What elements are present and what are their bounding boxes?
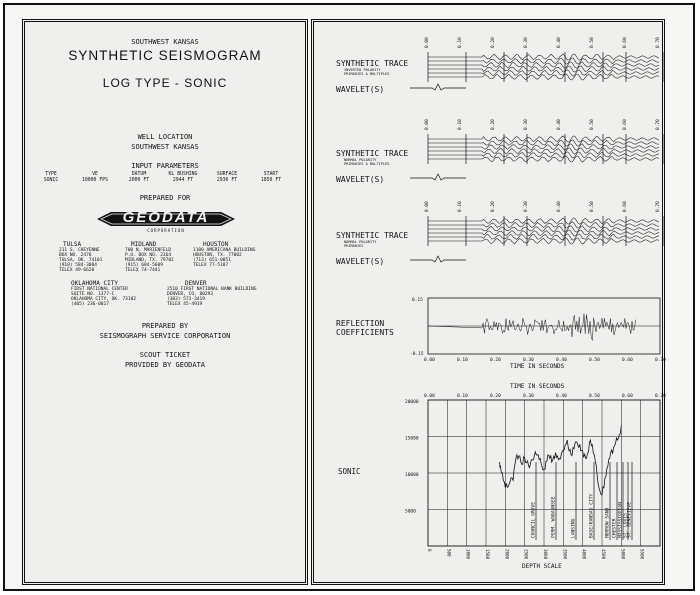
trace-content: PRIMARIES & MULTIPLES [344,162,390,166]
trace-polarity: NORMAL POLARITY [344,240,377,244]
sonic-time-tick: 0.30 [523,394,534,399]
formation-top-label: LANSING [571,518,577,538]
wavelet-glyph [410,256,466,262]
reflection-x-tick: 0.40 [556,358,567,363]
office-address-line: TELEX 45-4919 [167,302,203,307]
time-tick-label: 0.00 [425,119,430,130]
sonic-y-tick: 20000 [405,400,419,405]
sonic-time-tick: 0.00 [424,394,435,399]
office-address-line: FIRST NATIONAL CENTER [71,287,128,292]
office-address-line: 2510 FIRST NATIONAL BANK BUILDING [167,287,257,292]
time-tick-label: 0.30 [524,119,529,130]
wavelet-label: WAVELET(S) [336,85,385,94]
reflection-y-tick: -0.15 [410,352,424,357]
formation-top-label: ST. LOUIS [623,513,629,538]
formation-top-label: BASE/KANSAS CITY [589,493,595,538]
well-location-heading: WELL LOCATION [137,133,193,141]
depth-tick-label: 5500 [639,549,645,560]
office-address-line: 211 S. CHEYENNE [59,248,100,253]
input-parameters-heading: INPUT PARAMETERS [131,162,199,170]
formation-top-label: MISSISSIPPIAN [618,502,624,538]
time-tick-label: 0.70 [656,37,661,48]
office-address-line: (918) 584-3084 [59,263,97,268]
time-tick-label: 0.10 [458,119,463,130]
region: SOUTHWEST KANSAS [131,38,199,46]
time-tick-label: 0.00 [425,37,430,48]
param-value: 2000 FT [128,178,150,183]
depth-tick-label: 2500 [523,549,529,560]
prepared-by: SEISMOGRAPH SERVICE CORPORATION [99,332,231,340]
office-address-line: TELEX 49-6620 [59,268,95,273]
prepared-for-heading: PREPARED FOR [139,194,191,202]
time-tick-label: 0.50 [590,37,595,48]
synthetic-trace-line [428,74,659,80]
depth-tick-label: 500 [446,549,452,557]
sonic-y-tick: 5000 [405,509,416,515]
time-tick-label: 0.00 [425,201,430,212]
reflection-x-tick: 0.70 [655,358,666,363]
well-location: SOUTHWEST KANSAS [131,143,199,151]
document-title: SYNTHETIC SEISMOGRAM [68,48,262,63]
sonic-time-axis-label: TIME IN SECONDS [510,383,565,390]
sonic-log-series [500,426,622,495]
trace-label: SYNTHETIC TRACE [336,149,409,158]
time-tick-label: 0.70 [656,201,661,212]
office-city: OKLAHOMA CITY [71,280,118,287]
formation-top-label: PERM. WABAUNSEE [551,496,557,538]
reflection-x-tick: 0.50 [589,358,600,363]
office-address-line: OKLAHOMA CITY, OK. 73102 [71,297,137,302]
sonic-time-tick: 0.40 [556,394,567,399]
param-value: 2944 FT [172,178,194,183]
synthetic-trace-line [428,222,659,228]
provided-by: PROVIDED BY GEODATA [124,361,206,369]
trace-content: PRIMARIES [344,244,364,248]
wavelet-glyph [410,84,466,90]
sonic-time-tick: 0.70 [655,394,666,399]
synthetic-trace-line [428,156,659,162]
office-address-line: (915) 684-5609 [125,263,163,268]
reflection-y-tick: 0.15 [412,298,423,303]
param-value: 1850 FT [260,178,282,183]
trace-content: PRIMARIES & MULTIPLES [344,72,390,76]
param-value: 10000 FPS [82,178,108,183]
time-tick-label: 0.30 [524,201,529,212]
office-address-line: P.O. BOX NO. 2364 [125,253,172,258]
time-tick-label: 0.20 [491,37,496,48]
reflection-x-axis-label: TIME IN SECONDS [510,363,565,370]
synthetic-trace-line [428,140,659,146]
document-frame [3,3,695,591]
reflection-x-tick: 0.00 [424,358,435,363]
synthetic-trace-line [428,54,659,60]
sonic-time-tick: 0.60 [622,394,633,399]
office-address-line: SUITE NO. 1377-C [71,292,115,297]
trace-label: SYNTHETIC TRACE [336,231,409,240]
reflection-x-tick: 0.20 [490,358,501,363]
office-city: DENVER [185,280,207,287]
synthetic-trace-line [428,234,659,240]
office-city: MIDLAND [131,241,157,248]
trace-label: SYNTHETIC TRACE [336,59,409,68]
office-address-line: MIDLAND, TX. 79702 [125,258,174,263]
office-address-line: 1100 AMERICANA BUILDING [193,248,256,253]
formation-top-label: ST. GENEVIEVE [627,502,633,538]
wavelet-glyph [410,174,466,180]
reflection-x-tick: 0.30 [523,358,534,363]
sonic-time-tick: 0.50 [589,394,600,399]
trace-polarity: NORMAL POLARITY [344,158,377,162]
depth-tick-label: 2000 [504,549,510,560]
param-header: SURFACE [216,172,238,177]
param-header: VE [92,172,98,177]
scout-ticket: SCOUT TICKET [139,351,191,359]
prepared-by-heading: PREPARED BY [141,322,189,330]
office-address-line: (405) 236-0017 [71,302,109,307]
time-tick-label: 0.20 [491,201,496,212]
log-type: LOG TYPE - SONIC [102,76,228,90]
seismogram-panel [311,19,665,585]
sonic-y-tick: 10000 [405,473,419,478]
office-address-line: 700 N. MARIENFELD [125,248,172,253]
synthetic-trace-line [428,238,659,244]
title-panel [22,19,308,585]
wavelet-label: WAVELET(S) [336,175,385,184]
office-address-line: TULSA, OK. 74101 [59,258,103,263]
synthetic-trace-line [428,136,659,142]
time-tick-label: 0.40 [557,37,562,48]
geodata-logo [97,208,235,234]
office-address-line: (303) 573-3419 [167,297,205,302]
time-tick-label: 0.60 [623,119,628,130]
office-address-line: HOUSTON, TX. 77002 [193,253,242,258]
office-address-line: TELEX 77-5187 [193,263,229,268]
reflection-coefficient-series [428,314,636,341]
seismogram-chart [314,22,668,588]
formation-top-label: COUNCIL GROVE [531,502,537,538]
reflection-label: COEFFICIENTS [336,328,394,337]
time-tick-label: 0.40 [557,201,562,212]
synthetic-trace-line [428,226,659,232]
time-tick-label: 0.30 [524,37,529,48]
office-address-line: BOX NO. 2476 [59,253,92,258]
param-header: DATUM [131,172,147,177]
wavelet-label: WAVELET(S) [336,257,385,266]
depth-tick-label: 0 [427,549,432,552]
depth-tick-label: 3000 [543,549,548,560]
depth-tick-label: 4500 [601,549,606,560]
time-tick-label: 0.70 [656,119,661,130]
time-tick-label: 0.50 [590,119,595,130]
time-tick-label: 0.10 [458,37,463,48]
param-header: START [263,172,279,177]
office-city: HOUSTON [203,241,229,248]
param-header: KL BUSHING [168,172,198,177]
sonic-time-tick: 0.10 [457,394,468,399]
logo-text: GEODATA [122,209,210,226]
depth-tick-label: 3500 [562,549,568,560]
synthetic-trace-line [428,62,659,68]
sonic-time-tick: 0.20 [490,394,501,399]
reflection-x-tick: 0.60 [622,358,633,363]
synthetic-trace-line [428,218,659,224]
depth-tick-label: 4000 [581,549,587,560]
time-tick-label: 0.60 [623,201,628,212]
reflection-x-tick: 0.10 [457,358,468,363]
synthetic-trace-line [428,58,659,64]
depth-tick-label: 1500 [485,549,490,560]
depth-tick-label: 5000 [620,549,626,560]
reflection-label: REFLECTION [336,319,385,328]
office-address-line: DENVER, CO. 80293 [167,292,214,297]
time-tick-label: 0.60 [623,37,628,48]
office-address-line: (713) 651-0051 [193,258,231,263]
time-tick-label: 0.10 [458,201,463,212]
sonic-label: SONIC [338,467,361,476]
param-value: 2936 FT [216,178,238,183]
logo-subtitle: CORPORATION [147,228,185,233]
formation-top-label: MORROW SAND [605,507,611,538]
office-address-line: TELEX 74-7441 [125,268,161,273]
sonic-y-tick: 15000 [405,436,419,442]
trace-polarity: INVERTED POLARITY [344,68,381,72]
formation-top-label: CHESTER [612,518,618,538]
depth-tick-label: 1000 [465,549,471,560]
param-value: SONIC [43,178,59,183]
time-tick-label: 0.20 [491,119,496,130]
param-header: TYPE [45,172,57,177]
time-tick-label: 0.40 [557,119,562,130]
office-city: TULSA [63,241,82,248]
depth-scale-label: DEPTH SCALE [522,563,562,570]
time-tick-label: 0.50 [590,201,595,212]
